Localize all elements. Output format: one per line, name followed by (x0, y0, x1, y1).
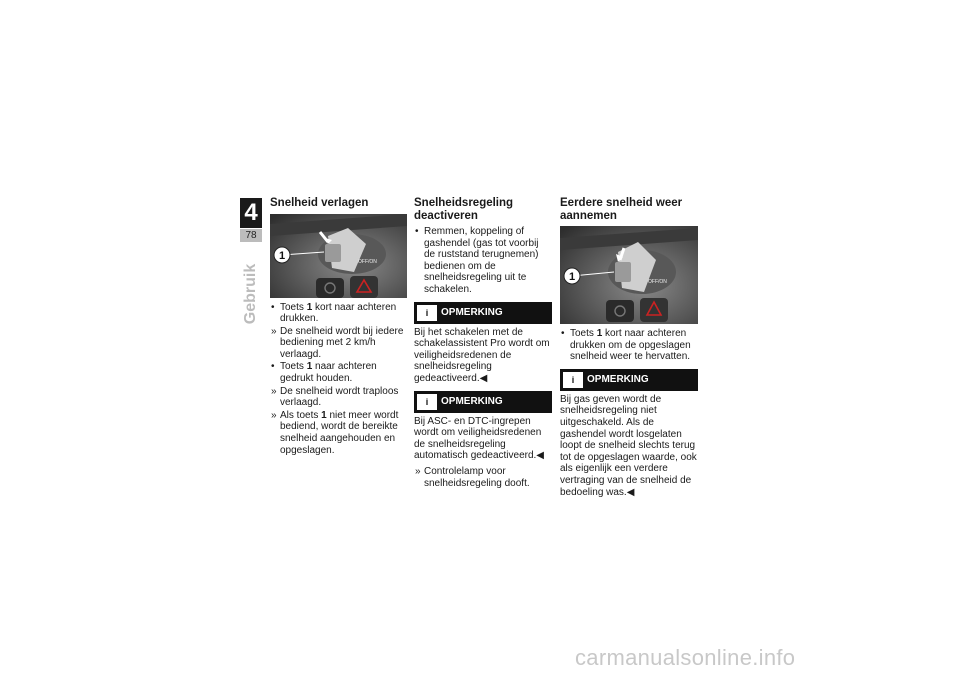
steps-list-aannemen (560, 328, 698, 363)
note-icon: i (563, 372, 583, 388)
steps-list-verlagen (270, 302, 408, 457)
chapter-tab: 4 (240, 198, 262, 228)
steps-list-deactiveren (414, 226, 552, 296)
list-item: • Toets 1 kort naar achteren drukken om de opgeslagen snelheid weer te hervatten. (561, 328, 691, 363)
note-text: Bij ASC- en DTC-ingrepen wordt om veiligheidsredenen de snelheidsregeling automatisch gedeactiveerd.◀ (414, 415, 544, 462)
list-item: • Toets 1 naar achteren gedrukt houden. (271, 361, 377, 385)
result-list-deactiveren (414, 466, 552, 489)
list-item: • Toets 1 kort naar achteren drukken. (271, 301, 397, 325)
callout-1: 1 (278, 249, 286, 262)
callout-1: 1 (568, 271, 576, 283)
handlebar-switch-photo (560, 226, 698, 324)
note-label: OPMERKING (441, 306, 503, 318)
column-deactiveren (414, 197, 552, 490)
column-aannemen (560, 197, 698, 498)
note-label: OPMERKING (587, 373, 649, 385)
list-item: » De snelheid wordt bij iedere bediening met 2 km/h verlaagd. (271, 325, 404, 360)
note-icon: i (417, 394, 437, 410)
note-header (414, 391, 552, 413)
list-item: » Als toets 1 niet meer wordt bediend, wordt de bereikte snelheid aangehouden en opgeslagen. (271, 409, 399, 456)
offon-label: OFF/ON (648, 279, 667, 285)
note-header (414, 302, 552, 324)
offon-label: OFF/ON (358, 258, 377, 265)
note-icon: i (417, 305, 437, 321)
page-number: 78 (240, 229, 262, 242)
list-item: » De snelheid wordt traploos verlaagd. (271, 385, 399, 409)
heading-snelheid-verlagen: Snelheid verlagen (270, 197, 369, 209)
list-item: • Remmen, koppeling of gashendel (gas tot voorbij de ruststand terugnemen) bedienen om de snelheidsregeling uit te schakelen. (415, 226, 539, 295)
note-label: OPMERKING (441, 395, 503, 407)
heading-aannemen: Eerdere snelheid weer aannemen (560, 197, 683, 222)
note-text: Bij gas geven wordt de snelheidsregeling niet uitgeschakeld. Als de gashendel wordt losgelaten loopt de snelheid slechts terug tot de opgeslagen waarde, ook als eigenlijk een verdere vertraging van de snelheid de bedoeling was.◀ (560, 393, 697, 498)
watermark-text: carmanualsonline.info (575, 645, 796, 670)
note-text: Bij het schakelen met de schakelassistent Pro wordt om veiligheidsredenen de snelheidsregeling gedeactiveerd.◀ (414, 326, 550, 384)
list-item: » Controlelamp voor snelheidsregeling dooft. (415, 465, 530, 489)
section-label: Gebruik (242, 263, 259, 325)
handlebar-switch-photo (270, 214, 407, 298)
note-header (560, 369, 698, 391)
heading-deactiveren: Snelheidsregeling deactiveren (414, 197, 514, 222)
column-snelheid-verlagen (270, 197, 408, 457)
